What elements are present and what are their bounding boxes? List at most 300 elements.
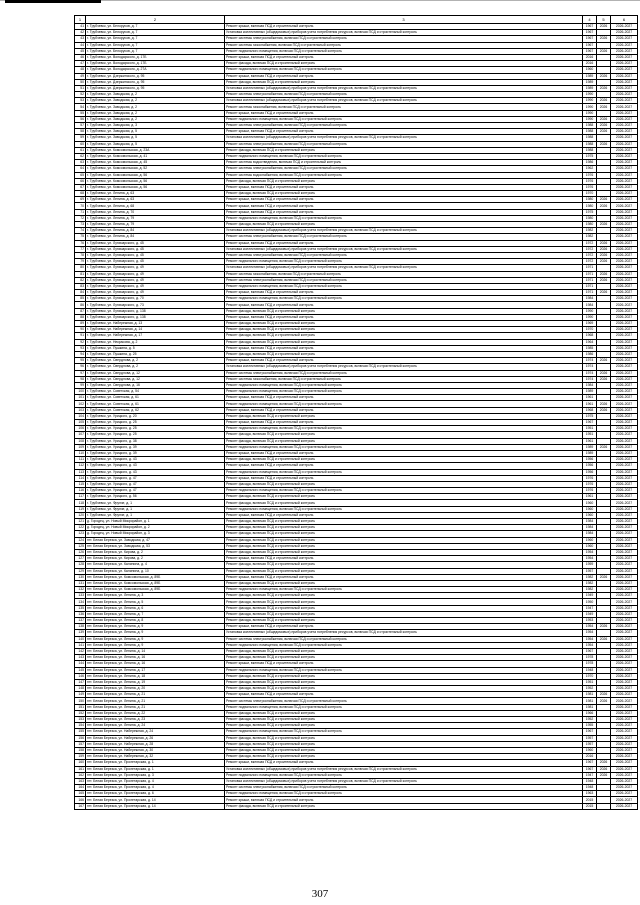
cell-year-built: 1957 bbox=[583, 741, 597, 747]
cell-row-index: 66 bbox=[75, 178, 86, 184]
cell-plan-period: 2026-2027 bbox=[611, 290, 638, 296]
cell-address: г. Трубчевск, ул. Урицкого, д. 38 bbox=[86, 438, 225, 444]
cell-year-built: 1957 bbox=[583, 735, 597, 741]
cell-row-index: 123 bbox=[75, 531, 86, 537]
cell-address: г. Трубчевск, ул. Урицкого, д. 43 bbox=[86, 469, 225, 475]
cell-address: г. Трубчевск, ул. Луначарского, д. 70 bbox=[86, 296, 225, 302]
cell-work-type: Ремонт крыши, включая ПСД и строительный контроль bbox=[225, 184, 583, 190]
cell-year-built: 2015 bbox=[583, 803, 597, 809]
cell-address: пгт. Белая Березка, ул. Ленина, д. 9 bbox=[86, 642, 225, 648]
cell-row-index: 165 bbox=[75, 791, 86, 797]
cell-year-built: 1968 bbox=[583, 407, 597, 413]
cell-row-index: 143 bbox=[75, 655, 86, 661]
cell-address: г. Трубчевск, ул. Заводская, д. 5 bbox=[86, 129, 225, 135]
cell-year-built: 1981 bbox=[583, 698, 597, 704]
cell-plan-period: 2026-2027 bbox=[611, 605, 638, 611]
cell-year-built: 1967 bbox=[583, 648, 597, 654]
cell-address: пгт. Белая Березка, ул. Калинина, д. 4 bbox=[86, 562, 225, 568]
cell-row-index: 148 bbox=[75, 686, 86, 692]
cell-work-type: Ремонт крыши, включая ПСД и строительный контроль bbox=[225, 197, 583, 203]
cell-plan-period: 2026-2027 bbox=[611, 481, 638, 487]
cell-year-built: 1967 bbox=[583, 24, 597, 30]
cell-row-index: 99 bbox=[75, 382, 86, 388]
cell-plan-period: 2026-2027 bbox=[611, 147, 638, 153]
cell-plan-period: 2026-2027 bbox=[611, 686, 638, 692]
cell-row-index: 65 bbox=[75, 172, 86, 178]
cell-year-last: 2026 bbox=[597, 760, 611, 766]
col-number-6: 6 bbox=[611, 16, 638, 24]
cell-plan-period: 2026-2027 bbox=[611, 277, 638, 283]
cell-address: пгт. Белая Березка, ул. Пролетарская, д. 6 bbox=[86, 791, 225, 797]
cell-work-type: Ремонт фасада, включая ПСД и строительный контроль bbox=[225, 618, 583, 624]
cell-plan-period: 2026-2027 bbox=[611, 494, 638, 500]
cell-address: пгт. Белая Березка, ул. Ленина, д. 7 bbox=[86, 611, 225, 617]
cell-year-built: 1967 bbox=[583, 766, 597, 772]
cell-row-index: 47 bbox=[75, 61, 86, 67]
cell-plan-period: 2026-2027 bbox=[611, 413, 638, 419]
cell-plan-period: 2026-2027 bbox=[611, 382, 638, 388]
cell-work-type: Ремонт крыши, включая ПСД и строительный контроль bbox=[225, 73, 583, 79]
cell-row-index: 131 bbox=[75, 580, 86, 586]
cell-plan-period: 2026-2027 bbox=[611, 791, 638, 797]
cell-row-index: 145 bbox=[75, 667, 86, 673]
cell-address: пгт. Белая Березка, ул. Пролетарская, д. 1 bbox=[86, 760, 225, 766]
document-sheet bbox=[74, 15, 633, 810]
cell-plan-period: 2026-2027 bbox=[611, 772, 638, 778]
cell-row-index: 48 bbox=[75, 67, 86, 73]
cell-row-index: 57 bbox=[75, 123, 86, 129]
cell-year-built: 1967 bbox=[583, 729, 597, 735]
cell-address: г. Трубчевск, ул. Заводская, д. 3 bbox=[86, 123, 225, 129]
cell-year-built: 1969 bbox=[583, 321, 597, 327]
cell-work-type: Ремонт фасада, включая ПСД и строительный контроль bbox=[225, 655, 583, 661]
cell-work-type: Ремонт крыши, включая ПСД и строительный контроль bbox=[225, 240, 583, 246]
cell-work-type: Ремонт фасада, включая ПСД и строительный контроль bbox=[225, 747, 583, 753]
cell-address: пгт. Белая Березка, ул. Ленина, д. 9 bbox=[86, 636, 225, 642]
cell-address: г. Трубчевск, ул. Урицкого, д. 43 bbox=[86, 457, 225, 463]
cell-work-type: Ремонт системы электроснабжения, включая ПСД и строительный контроль bbox=[225, 636, 583, 642]
cell-row-index: 60 bbox=[75, 141, 86, 147]
cell-address: г. Трубчевск, ул. Свердлова, д. 2 bbox=[86, 364, 225, 370]
cell-row-index: 52 bbox=[75, 92, 86, 98]
cell-work-type: Ремонт фасада, включая ПСД и строительный контроль bbox=[225, 222, 583, 228]
cell-row-index: 76 bbox=[75, 240, 86, 246]
cell-year-last: 2026 bbox=[597, 36, 611, 42]
cell-work-type: Ремонт подвального помещения, включая ПСД и строительный контроль bbox=[225, 704, 583, 710]
cell-year-built: 2015 bbox=[583, 797, 597, 803]
cell-row-index: 107 bbox=[75, 432, 86, 438]
repair-program-table bbox=[74, 15, 638, 810]
cell-work-type: Ремонт системы электроснабжения, включая ПСД и строительный контроль bbox=[225, 277, 583, 283]
cell-plan-period: 2026-2027 bbox=[611, 228, 638, 234]
cell-plan-period: 2026-2027 bbox=[611, 599, 638, 605]
cell-year-built: 1976 bbox=[583, 172, 597, 178]
cell-row-index: 50 bbox=[75, 79, 86, 85]
cell-address: г. Трубчевск, ул. Белорусов, д. 7 bbox=[86, 24, 225, 30]
cell-row-index: 124 bbox=[75, 537, 86, 543]
cell-plan-period: 2026-2027 bbox=[611, 401, 638, 407]
cell-address: пгт. Белая Березка, ул. Набережная, д. 26 bbox=[86, 735, 225, 741]
top-left-bar bbox=[5, 0, 101, 3]
cell-address: г. Трубчевск, ул. Дзержинского, д. 95 bbox=[86, 73, 225, 79]
cell-work-type: Ремонт системы водоснабжения, включая ПСД и строительный контроль bbox=[225, 172, 583, 178]
cell-year-built: 1951 bbox=[583, 432, 597, 438]
cell-work-type: Ремонт подвального помещения, включая ПСД и строительный контроль bbox=[225, 587, 583, 593]
cell-year-built: 1960 bbox=[583, 747, 597, 753]
cell-year-last: 2026 bbox=[597, 24, 611, 30]
cell-work-type: Ремонт фасада, включая ПСД и строительный контроль bbox=[225, 457, 583, 463]
cell-address: г. Трубчевск, ул. Ленина, д. 70 bbox=[86, 209, 225, 215]
cell-plan-period: 2026-2027 bbox=[611, 673, 638, 679]
cell-row-index: 81 bbox=[75, 271, 86, 277]
cell-row-index: 83 bbox=[75, 283, 86, 289]
cell-work-type: Ремонт фасада, включая ПСД и строительный контроль bbox=[225, 438, 583, 444]
cell-address: пгт. Белая Березка, ул. Пролетарская, д. 14 bbox=[86, 797, 225, 803]
cell-work-type: Ремонт подвального помещения, включая ПСД и строительный контроль bbox=[225, 506, 583, 512]
cell-address: г. Трубчевск, ул. Ленина, д. 84 bbox=[86, 228, 225, 234]
cell-work-type: Ремонт фасада, включая ПСД и строительный контроль bbox=[225, 531, 583, 537]
cell-row-index: 49 bbox=[75, 73, 86, 79]
cell-address: г. Трубчевск, ул. Луначарского, д. 138 bbox=[86, 308, 225, 314]
cell-row-index: 150 bbox=[75, 698, 86, 704]
cell-year-built: 1956 bbox=[583, 463, 597, 469]
cell-plan-period: 2026-2027 bbox=[611, 364, 638, 370]
cell-address: д. Городец, ул. Новый Микрорайон, д. 3 bbox=[86, 531, 225, 537]
cell-work-type: Установка коллективных (общедомовых) приборов учета потребления ресурсов, включая ПСД и строительный контроль bbox=[225, 135, 583, 141]
cell-plan-period: 2026-2027 bbox=[611, 351, 638, 357]
cell-year-built: 1989 bbox=[583, 444, 597, 450]
cell-plan-period: 2026-2027 bbox=[611, 24, 638, 30]
cell-address: г. Трубчевск, ул. Свердлова, д. 12 bbox=[86, 370, 225, 376]
cell-plan-period: 2026-2027 bbox=[611, 475, 638, 481]
cell-plan-period: 2026-2027 bbox=[611, 618, 638, 624]
cell-work-type: Ремонт фасада, включая ПСД и строительный контроль bbox=[225, 710, 583, 716]
cell-address: пгт. Белая Березка, ул. Ленина, д. 9 bbox=[86, 630, 225, 636]
cell-year-built: 1978 bbox=[583, 655, 597, 661]
cell-work-type: Ремонт фасада, включая ПСД и строительный контроль bbox=[225, 351, 583, 357]
cell-work-type: Ремонт подвального помещения, включая ПСД и строительный контроль bbox=[225, 642, 583, 648]
cell-work-type: Ремонт фасада, включая ПСД и строительный контроль bbox=[225, 679, 583, 685]
cell-row-index: 118 bbox=[75, 500, 86, 506]
cell-address: г. Трубчевск, ул. Ленина, д. 68 bbox=[86, 203, 225, 209]
cell-row-index: 98 bbox=[75, 376, 86, 382]
cell-address: г. Трубчевск, ул. Заводская, д. 2 bbox=[86, 92, 225, 98]
cell-plan-period: 2026-2027 bbox=[611, 67, 638, 73]
cell-row-index: 87 bbox=[75, 308, 86, 314]
cell-plan-period: 2026-2027 bbox=[611, 197, 638, 203]
cell-year-built: 1948 bbox=[583, 785, 597, 791]
cell-row-index: 155 bbox=[75, 729, 86, 735]
cell-row-index: 144 bbox=[75, 661, 86, 667]
cell-plan-period: 2026-2027 bbox=[611, 222, 638, 228]
cell-address: пгт. Белая Березка, ул. Ленина, д. 23 bbox=[86, 717, 225, 723]
cell-row-index: 92 bbox=[75, 339, 86, 345]
cell-year-built: 1972 bbox=[583, 246, 597, 252]
cell-year-built: 1960 bbox=[583, 543, 597, 549]
cell-plan-period: 2026-2027 bbox=[611, 648, 638, 654]
cell-plan-period: 2026-2027 bbox=[611, 333, 638, 339]
cell-year-built: 1976 bbox=[583, 184, 597, 190]
cell-work-type: Ремонт системы газоснабжения, включая ПСД и строительный контроль bbox=[225, 376, 583, 382]
cell-row-index: 135 bbox=[75, 605, 86, 611]
col-number-3: 3 bbox=[225, 16, 583, 24]
cell-address: г. Трубчевск, ул. Урицкого, д. 43 bbox=[86, 463, 225, 469]
cell-year-built: 1990 bbox=[583, 314, 597, 320]
cell-year-built: 1988 bbox=[583, 141, 597, 147]
cell-work-type: Ремонт фасада, включая ПСД и строительный контроль bbox=[225, 580, 583, 586]
cell-year-built: 1990 bbox=[583, 98, 597, 104]
cell-plan-period: 2026-2027 bbox=[611, 265, 638, 271]
cell-work-type: Ремонт подвального помещения, включая ПСД и строительный контроль bbox=[225, 283, 583, 289]
cell-plan-period: 2026-2027 bbox=[611, 636, 638, 642]
cell-work-type: Ремонт фасада, включая ПСД и строительный контроль bbox=[225, 562, 583, 568]
cell-work-type: Ремонт системы водоотведения, включая ПСД и строительный контроль bbox=[225, 160, 583, 166]
cell-plan-period: 2026-2027 bbox=[611, 141, 638, 147]
cell-work-type: Ремонт подвального помещения, включая ПСД и строительный контроль bbox=[225, 729, 583, 735]
cell-work-type: Ремонт крыши, включая ПСД и строительный контроль bbox=[225, 209, 583, 215]
cell-year-built: 1970 bbox=[583, 327, 597, 333]
cell-row-index: 54 bbox=[75, 104, 86, 110]
cell-work-type: Установка коллективных (общедомовых) приборов учета потребления ресурсов, включая ПСД и строительный контроль bbox=[225, 85, 583, 91]
cell-row-index: 162 bbox=[75, 772, 86, 778]
cell-year-built: 1961 bbox=[583, 438, 597, 444]
cell-row-index: 121 bbox=[75, 519, 86, 525]
cell-year-last: 2026 bbox=[597, 407, 611, 413]
cell-year-last: 2026 bbox=[597, 116, 611, 122]
cell-row-index: 127 bbox=[75, 556, 86, 562]
cell-address: пгт. Белая Березка, ул. Ленина, д. 24 bbox=[86, 723, 225, 729]
cell-year-built: 1961 bbox=[583, 395, 597, 401]
cell-year-last: 2026 bbox=[597, 766, 611, 772]
cell-work-type: Ремонт крыши, включая ПСД и строительный контроль bbox=[225, 314, 583, 320]
cell-plan-period: 2026-2027 bbox=[611, 42, 638, 48]
cell-row-index: 163 bbox=[75, 778, 86, 784]
cell-work-type: Установка коллективных (общедомовых) приборов учета потребления ресурсов, включая ПСД и строительный контроль bbox=[225, 228, 583, 234]
cell-row-index: 106 bbox=[75, 426, 86, 432]
cell-year-last: 2026 bbox=[597, 401, 611, 407]
cell-address: г. Трубчевск, ул. Комсомольская, д. 56 bbox=[86, 178, 225, 184]
page-number: 307 bbox=[311, 888, 329, 900]
cell-row-index: 136 bbox=[75, 611, 86, 617]
cell-plan-period: 2026-2027 bbox=[611, 116, 638, 122]
cell-address: пгт. Белая Березка, ул. Ленина, д. 16 bbox=[86, 655, 225, 661]
cell-work-type: Ремонт фасада, включая ПСД и строительный контроль bbox=[225, 549, 583, 555]
cell-row-index: 44 bbox=[75, 42, 86, 48]
cell-row-index: 126 bbox=[75, 549, 86, 555]
cell-work-type: Ремонт фасада, включая ПСД и строительный контроль bbox=[225, 593, 583, 599]
cell-year-built: 1988 bbox=[583, 129, 597, 135]
cell-plan-period: 2026-2027 bbox=[611, 432, 638, 438]
cell-year-last: 2026 bbox=[597, 104, 611, 110]
cell-plan-period: 2026-2027 bbox=[611, 240, 638, 246]
cell-work-type: Ремонт подвального помещения, включая ПСД и строительный контроль bbox=[225, 259, 583, 265]
cell-plan-period: 2026-2027 bbox=[611, 574, 638, 580]
cell-address: пгт. Белая Березка, ул. Заводская, д. 47 bbox=[86, 537, 225, 543]
cell-row-index: 41 bbox=[75, 24, 86, 30]
cell-address: г. Трубчевск, ул. Урицкого, д. 47 bbox=[86, 475, 225, 481]
cell-work-type: Ремонт системы электроснабжения, включая ПСД и строительный контроль bbox=[225, 36, 583, 42]
cell-year-built: 1990 bbox=[583, 116, 597, 122]
cell-row-index: 128 bbox=[75, 562, 86, 568]
cell-plan-period: 2026-2027 bbox=[611, 407, 638, 413]
cell-address: г. Трубчевск, ул. Урицкого, д. 39 bbox=[86, 450, 225, 456]
cell-year-built: 1975 bbox=[583, 413, 597, 419]
cell-year-built: 1981 bbox=[583, 704, 597, 710]
cell-plan-period: 2026-2027 bbox=[611, 741, 638, 747]
cell-work-type: Ремонт подвального помещения, включая ПСД и строительный контроль bbox=[225, 469, 583, 475]
cell-plan-period: 2026-2027 bbox=[611, 512, 638, 518]
cell-year-built: 1982 bbox=[583, 580, 597, 586]
cell-row-index: 130 bbox=[75, 574, 86, 580]
cell-year-built: 1950 bbox=[583, 599, 597, 605]
cell-address: пгт. Белая Березка, ул. Комсомольская, д. 89Б bbox=[86, 574, 225, 580]
cell-address: г. Трубчевск, ул. Луначарского, д. 45 bbox=[86, 252, 225, 258]
cell-plan-period: 2026-2027 bbox=[611, 692, 638, 698]
cell-year-built: 1960 bbox=[583, 506, 597, 512]
cell-year-built: 1967 bbox=[583, 420, 597, 426]
cell-plan-period: 2026-2027 bbox=[611, 203, 638, 209]
cell-address: г. Трубчевск, ул. Володарского, д. 17Б bbox=[86, 61, 225, 67]
cell-plan-period: 2026-2027 bbox=[611, 778, 638, 784]
cell-year-built: 1989 bbox=[583, 450, 597, 456]
cell-plan-period: 2026-2027 bbox=[611, 593, 638, 599]
cell-plan-period: 2026-2027 bbox=[611, 129, 638, 135]
cell-work-type: Ремонт крыши, включая ПСД и строительный контроль bbox=[225, 24, 583, 30]
cell-address: г. Трубчевск, ул. Советская, д. 54 bbox=[86, 389, 225, 395]
cell-year-last bbox=[597, 803, 611, 809]
cell-address: пгт. Белая Березка, ул. Ленина, д. 20 bbox=[86, 686, 225, 692]
cell-year-last: 2026 bbox=[597, 203, 611, 209]
cell-address: г. Трубчевск, ул. Комсомольская, д. 56 bbox=[86, 172, 225, 178]
cell-year-built: 1976 bbox=[583, 488, 597, 494]
cell-year-built: 1978 bbox=[583, 661, 597, 667]
cell-work-type: Ремонт крыши, включая ПСД и строительный контроль bbox=[225, 760, 583, 766]
cell-work-type: Ремонт фасада, включая ПСД и строительный контроль bbox=[225, 525, 583, 531]
cell-address: пгт. Белая Березка, ул. Комсомольская, д. 89Б bbox=[86, 580, 225, 586]
cell-work-type: Ремонт фасада, включая ПСД и строительный контроль bbox=[225, 543, 583, 549]
cell-row-index: 112 bbox=[75, 463, 86, 469]
cell-row-index: 62 bbox=[75, 153, 86, 159]
cell-year-built: 1954 bbox=[583, 642, 597, 648]
cell-work-type: Ремонт фасада, включая ПСД и строительный контроль bbox=[225, 686, 583, 692]
cell-year-built: 1949 bbox=[583, 593, 597, 599]
cell-work-type: Ремонт фасада, включая ПСД и строительный контроль bbox=[225, 481, 583, 487]
cell-year-built: 1956 bbox=[583, 457, 597, 463]
cell-row-index: 77 bbox=[75, 246, 86, 252]
cell-plan-period: 2026-2027 bbox=[611, 123, 638, 129]
cell-plan-period: 2026-2027 bbox=[611, 655, 638, 661]
cell-work-type: Ремонт фасада, включая ПСД и строительный контроль bbox=[225, 308, 583, 314]
cell-plan-period: 2026-2027 bbox=[611, 760, 638, 766]
cell-work-type: Ремонт системы электроснабжения, включая ПСД и строительный контроль bbox=[225, 785, 583, 791]
cell-year-built: 1955 bbox=[583, 723, 597, 729]
cell-address: г. Трубчевск, ул. Луначарского, д. 73 bbox=[86, 302, 225, 308]
cell-work-type: Ремонт крыши, включая ПСД и строительный контроль bbox=[225, 395, 583, 401]
cell-plan-period: 2026-2027 bbox=[611, 426, 638, 432]
cell-address: пгт. Белая Березка, ул. Пролетарская, д. 3 bbox=[86, 772, 225, 778]
cell-plan-period: 2026-2027 bbox=[611, 543, 638, 549]
cell-plan-period: 2026-2027 bbox=[611, 667, 638, 673]
cell-work-type: Ремонт крыши, включая ПСД и строительный контроль bbox=[225, 692, 583, 698]
cell-plan-period: 2026-2027 bbox=[611, 73, 638, 79]
cell-row-index: 111 bbox=[75, 457, 86, 463]
cell-year-last: 2026 bbox=[597, 358, 611, 364]
cell-address: пгт. Белая Березка, ул. Калинина, д. 10 bbox=[86, 568, 225, 574]
cell-address: г. Трубчевск, ул. Луначарского, д. 49 bbox=[86, 271, 225, 277]
cell-address: г. Трубчевск, ул. Ленина, д. 84 bbox=[86, 234, 225, 240]
cell-address: пгт. Белая Березка, ул. Заводская, д. 53 bbox=[86, 543, 225, 549]
cell-work-type: Ремонт фасада, включая ПСД и строительный контроль bbox=[225, 79, 583, 85]
cell-year-built: 1990 bbox=[583, 104, 597, 110]
cell-row-index: 72 bbox=[75, 215, 86, 221]
cell-address: пгт. Белая Березка, ул. Кирова, д. 2 bbox=[86, 549, 225, 555]
cell-row-index: 132 bbox=[75, 587, 86, 593]
cell-row-index: 105 bbox=[75, 420, 86, 426]
cell-row-index: 67 bbox=[75, 184, 86, 190]
cell-year-built: 1989 bbox=[583, 79, 597, 85]
cell-year-built: 1984 bbox=[583, 302, 597, 308]
cell-row-index: 104 bbox=[75, 413, 86, 419]
cell-work-type: Ремонт крыши, включая ПСД и строительный контроль bbox=[225, 556, 583, 562]
cell-row-index: 78 bbox=[75, 252, 86, 258]
cell-work-type: Ремонт подвального помещения, включая ПСД и строительный контроль bbox=[225, 791, 583, 797]
cell-address: пгт. Белая Березка, ул. Набережная, д. 24 bbox=[86, 729, 225, 735]
cell-work-type: Ремонт подвального помещения, включая ПСД и строительный контроль bbox=[225, 382, 583, 388]
cell-address: пгт. Белая Березка, ул. Ленина, д. 21 bbox=[86, 704, 225, 710]
cell-year-built: 1990 bbox=[583, 110, 597, 116]
cell-row-index: 133 bbox=[75, 593, 86, 599]
cell-plan-period: 2026-2027 bbox=[611, 723, 638, 729]
cell-plan-period: 2026-2027 bbox=[611, 717, 638, 723]
cell-plan-period: 2026-2027 bbox=[611, 308, 638, 314]
cell-address: г. Трубчевск, ул. Пушкина, д. 5 bbox=[86, 345, 225, 351]
cell-year-built: 1954 bbox=[583, 549, 597, 555]
cell-address: пгт. Белая Березка, ул. Ленина, д. 21 bbox=[86, 692, 225, 698]
cell-year-built: 1974 bbox=[583, 358, 597, 364]
cell-year-built: 1972 bbox=[583, 259, 597, 265]
cell-work-type: Ремонт подвального помещения, включая ПСД и строительный контроль bbox=[225, 153, 583, 159]
cell-work-type: Ремонт системы электроснабжения, включая ПСД и строительный контроль bbox=[225, 141, 583, 147]
cell-year-last: 2026 bbox=[597, 636, 611, 642]
cell-row-index: 166 bbox=[75, 797, 86, 803]
table-body bbox=[75, 16, 638, 810]
cell-work-type: Ремонт крыши, включая ПСД и строительный контроль bbox=[225, 661, 583, 667]
cell-year-built: 1974 bbox=[583, 364, 597, 370]
cell-address: пгт. Белая Березка, ул. Ленина, д. 16 bbox=[86, 661, 225, 667]
cell-plan-period: 2026-2027 bbox=[611, 234, 638, 240]
cell-row-index: 141 bbox=[75, 642, 86, 648]
cell-year-built: 1990 bbox=[583, 92, 597, 98]
cell-address: г. Трубчевск, ул. Урицкого, д. 25 bbox=[86, 420, 225, 426]
cell-address: г. Трубчевск, ул. Заводская, д. 2 bbox=[86, 110, 225, 116]
col-number-2: 2 bbox=[86, 16, 225, 24]
cell-year-last: 2026 bbox=[597, 48, 611, 54]
cell-address: г. Трубчевск, ул. Луначарского, д. 49 bbox=[86, 277, 225, 283]
cell-work-type: Ремонт фасада, включая ПСД и строительный контроль bbox=[225, 717, 583, 723]
cell-address: г. Трубчевск, ул. Фрунзе, д. 1 bbox=[86, 500, 225, 506]
cell-plan-period: 2026-2027 bbox=[611, 48, 638, 54]
cell-row-index: 51 bbox=[75, 85, 86, 91]
cell-year-built: 1984 bbox=[583, 296, 597, 302]
cell-row-index: 93 bbox=[75, 345, 86, 351]
cell-plan-period: 2026-2027 bbox=[611, 642, 638, 648]
cell-address: г. Трубчевск, ул. Луначарского, д. 138 bbox=[86, 314, 225, 320]
cell-address: пгт. Белая Березка, ул. Пролетарская, д. 14 bbox=[86, 803, 225, 809]
cell-year-last: 2026 bbox=[597, 698, 611, 704]
cell-year-built: 1974 bbox=[583, 370, 597, 376]
cell-year-built: 1964 bbox=[583, 339, 597, 345]
cell-row-index: 63 bbox=[75, 160, 86, 166]
